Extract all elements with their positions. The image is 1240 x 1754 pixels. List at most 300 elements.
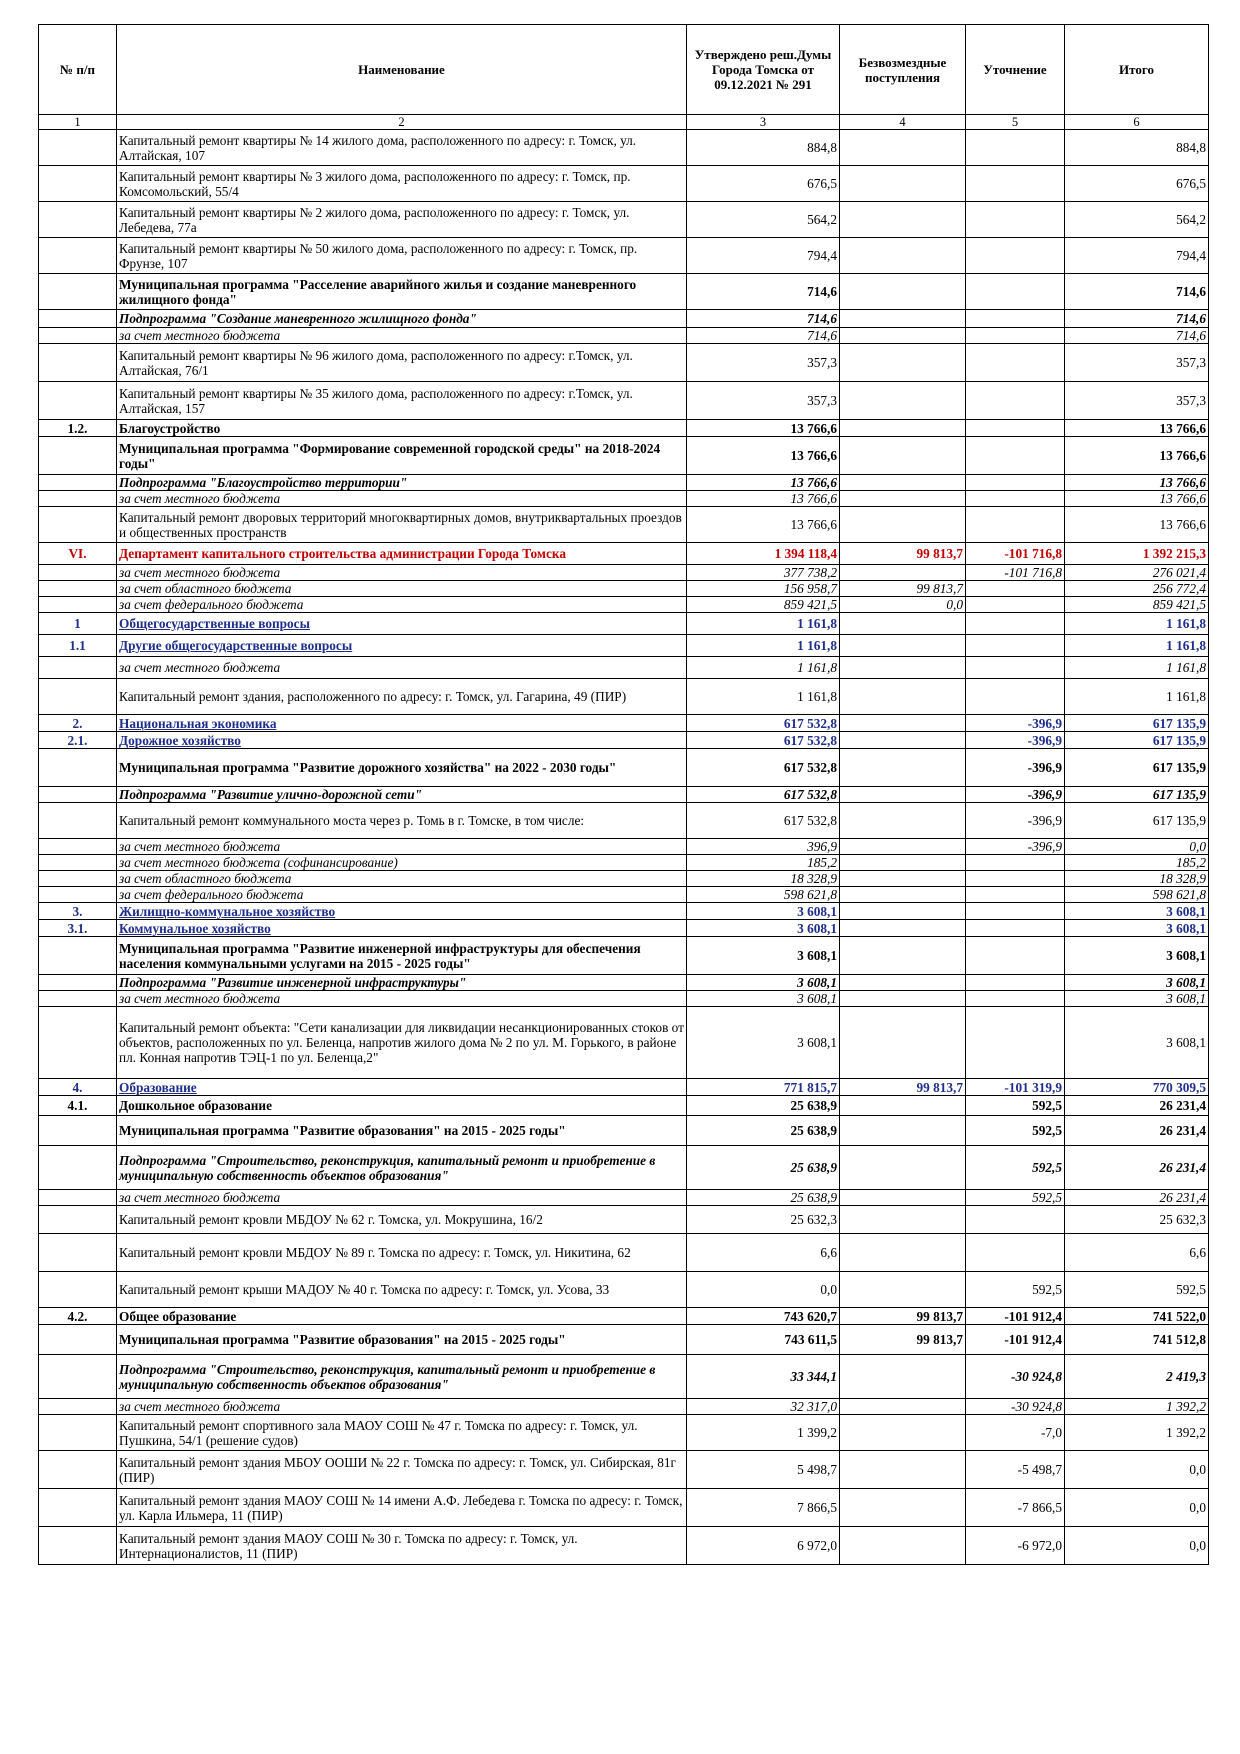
row-name-cell: Благоустройство <box>117 420 687 437</box>
row-number-cell <box>39 274 117 310</box>
row-total-cell: 25 632,3 <box>1065 1206 1209 1234</box>
row-approved-cell: 3 608,1 <box>687 975 840 991</box>
row-grants-cell <box>840 1206 966 1234</box>
row-number-cell <box>39 1325 117 1355</box>
row-grants-cell <box>840 732 966 749</box>
row-adjustment-cell <box>966 871 1065 887</box>
row-approved-cell: 357,3 <box>687 382 840 420</box>
table-row <box>39 1007 1209 1079</box>
row-number-cell <box>39 437 117 475</box>
row-total-cell: 276 021,4 <box>1065 565 1209 581</box>
row-number-cell: 1 <box>39 613 117 635</box>
row-grants-cell <box>840 657 966 679</box>
table-row <box>39 1399 1209 1415</box>
header-total: Итого <box>1065 25 1209 115</box>
row-name-cell: Капитальный ремонт здания, расположенного по адресу: г. Томск, ул. Гагарина, 49 (ПИР) <box>117 679 687 715</box>
row-number-cell <box>39 1489 117 1527</box>
table-row <box>39 1527 1209 1565</box>
row-total-cell: 1 392,2 <box>1065 1415 1209 1451</box>
row-approved-cell: 13 766,6 <box>687 420 840 437</box>
row-approved-cell: 13 766,6 <box>687 507 840 543</box>
row-name-cell: за счет федерального бюджета <box>117 597 687 613</box>
row-adjustment-cell <box>966 597 1065 613</box>
row-grants-cell <box>840 382 966 420</box>
row-total-cell: 592,5 <box>1065 1272 1209 1308</box>
table-body <box>39 130 1209 1565</box>
row-name-cell: за счет местного бюджета <box>117 1399 687 1415</box>
row-grants-cell <box>840 991 966 1007</box>
row-name-cell: Муниципальная программа "Расселение аварийного жилья и создание маневренного жилищного фонда" <box>117 274 687 310</box>
row-number-cell <box>39 1190 117 1206</box>
row-total-cell: 185,2 <box>1065 855 1209 871</box>
row-total-cell: 26 231,4 <box>1065 1116 1209 1146</box>
row-name-cell: Капитальный ремонт квартиры № 3 жилого дома, расположенного по адресу: г. Томск, пр. Комсомольский, 55/4 <box>117 166 687 202</box>
row-grants-cell <box>840 920 966 937</box>
row-adjustment-cell <box>966 344 1065 382</box>
table-row <box>39 1415 1209 1451</box>
row-adjustment-cell <box>966 166 1065 202</box>
row-number-cell: 1.1 <box>39 635 117 657</box>
row-approved-cell: 714,6 <box>687 274 840 310</box>
column-number: 4 <box>840 115 966 130</box>
row-total-cell: 617 135,9 <box>1065 715 1209 732</box>
row-name-cell: Коммунальное хозяйство <box>117 920 687 937</box>
row-approved-cell: 25 638,9 <box>687 1096 840 1116</box>
table-row <box>39 871 1209 887</box>
row-number-cell <box>39 202 117 238</box>
row-number-cell <box>39 1116 117 1146</box>
table-row <box>39 975 1209 991</box>
row-number-cell: 4.2. <box>39 1308 117 1325</box>
table-row <box>39 732 1209 749</box>
row-adjustment-cell: -101 716,8 <box>966 543 1065 565</box>
row-adjustment-cell <box>966 975 1065 991</box>
row-adjustment-cell: 592,5 <box>966 1272 1065 1308</box>
row-name-cell: Капитальный ремонт квартиры № 14 жилого дома, расположенного по адресу: г. Томск, ул. Алтайская, 107 <box>117 130 687 166</box>
row-name-cell: Капитальный ремонт коммунального моста через р. Томь в г. Томске, в том числе: <box>117 803 687 839</box>
row-grants-cell <box>840 1527 966 1565</box>
row-grants-cell <box>840 1355 966 1399</box>
header-approved: Утверждено реш.Думы Города Томска от 09.12.2021 № 291 <box>687 25 840 115</box>
row-name-cell: Капитальный ремонт квартиры № 50 жилого дома, расположенного по адресу: г. Томск, пр. Фрунзе, 107 <box>117 238 687 274</box>
row-approved-cell: 32 317,0 <box>687 1399 840 1415</box>
row-grants-cell: 99 813,7 <box>840 1308 966 1325</box>
row-name-cell: Дорожное хозяйство <box>117 732 687 749</box>
row-adjustment-cell <box>966 202 1065 238</box>
row-number-cell <box>39 787 117 803</box>
row-name-cell: Муниципальная программа "Формирование современной городской среды" на 2018-2024 годы" <box>117 437 687 475</box>
row-grants-cell <box>840 328 966 344</box>
row-name-cell: Дошкольное образование <box>117 1096 687 1116</box>
row-grants-cell: 99 813,7 <box>840 1325 966 1355</box>
row-approved-cell: 743 620,7 <box>687 1308 840 1325</box>
row-adjustment-cell <box>966 635 1065 657</box>
table-row <box>39 166 1209 202</box>
table-row <box>39 657 1209 679</box>
row-total-cell: 741 512,8 <box>1065 1325 1209 1355</box>
row-number-cell <box>39 855 117 871</box>
row-number-cell <box>39 1527 117 1565</box>
row-grants-cell <box>840 937 966 975</box>
row-approved-cell: 3 608,1 <box>687 991 840 1007</box>
row-adjustment-cell: -396,9 <box>966 732 1065 749</box>
row-name-cell: Капитальный ремонт квартиры № 2 жилого дома, расположенного по адресу: г. Томск, ул. Лебедева, 77а <box>117 202 687 238</box>
row-number-cell <box>39 1206 117 1234</box>
column-number-row <box>39 115 1209 130</box>
table-row <box>39 382 1209 420</box>
row-total-cell: 564,2 <box>1065 202 1209 238</box>
row-name-cell: за счет местного бюджета <box>117 991 687 1007</box>
row-approved-cell: 1 161,8 <box>687 679 840 715</box>
header-adjustment: Уточнение <box>966 25 1065 115</box>
row-total-cell: 13 766,6 <box>1065 507 1209 543</box>
row-total-cell: 3 608,1 <box>1065 991 1209 1007</box>
row-grants-cell <box>840 787 966 803</box>
row-grants-cell <box>840 903 966 920</box>
row-approved-cell: 18 328,9 <box>687 871 840 887</box>
row-grants-cell: 0,0 <box>840 597 966 613</box>
row-adjustment-cell: 592,5 <box>966 1096 1065 1116</box>
row-total-cell: 13 766,6 <box>1065 491 1209 507</box>
row-number-cell <box>39 565 117 581</box>
table-row <box>39 1146 1209 1190</box>
row-name-cell: Подпрограмма "Развитие инженерной инфраструктуры" <box>117 975 687 991</box>
table-row <box>39 437 1209 475</box>
row-total-cell: 617 135,9 <box>1065 787 1209 803</box>
row-total-cell: 357,3 <box>1065 382 1209 420</box>
row-grants-cell <box>840 166 966 202</box>
row-approved-cell: 3 608,1 <box>687 1007 840 1079</box>
row-total-cell: 598 621,8 <box>1065 887 1209 903</box>
row-approved-cell: 617 532,8 <box>687 732 840 749</box>
table-row <box>39 1272 1209 1308</box>
row-name-cell: Жилищно-коммунальное хозяйство <box>117 903 687 920</box>
row-grants-cell <box>840 1415 966 1451</box>
table-row <box>39 1206 1209 1234</box>
row-number-cell <box>39 238 117 274</box>
row-number-cell <box>39 975 117 991</box>
row-name-cell: Муниципальная программа "Развитие образования" на 2015 - 2025 годы" <box>117 1116 687 1146</box>
table-row <box>39 1308 1209 1325</box>
row-adjustment-cell <box>966 1007 1065 1079</box>
row-number-cell <box>39 937 117 975</box>
row-name-cell: Капитальный ремонт здания МАОУ СОШ № 30 г. Томска по адресу: г. Томск, ул. Интернационалистов, 11 (ПИР) <box>117 1527 687 1565</box>
row-grants-cell <box>840 1190 966 1206</box>
row-grants-cell <box>840 1489 966 1527</box>
row-total-cell: 714,6 <box>1065 274 1209 310</box>
row-name-cell: Капитальный ремонт кровли МБДОУ № 89 г. Томска по адресу: г. Томск, ул. Никитина, 62 <box>117 1234 687 1272</box>
row-grants-cell <box>840 1007 966 1079</box>
row-adjustment-cell <box>966 310 1065 328</box>
row-grants-cell <box>840 839 966 855</box>
table-header-row <box>39 25 1209 115</box>
row-number-cell <box>39 991 117 1007</box>
row-grants-cell <box>840 1146 966 1190</box>
row-name-cell: Подпрограмма "Развитие улично-дорожной сети" <box>117 787 687 803</box>
table-row <box>39 310 1209 328</box>
row-adjustment-cell: -396,9 <box>966 787 1065 803</box>
row-total-cell: 3 608,1 <box>1065 937 1209 975</box>
row-approved-cell: 714,6 <box>687 328 840 344</box>
row-approved-cell: 396,9 <box>687 839 840 855</box>
row-total-cell: 13 766,6 <box>1065 420 1209 437</box>
row-total-cell: 0,0 <box>1065 1527 1209 1565</box>
row-grants-cell <box>840 1096 966 1116</box>
row-adjustment-cell <box>966 238 1065 274</box>
row-name-cell: Подпрограмма "Создание маневренного жилищного фонда" <box>117 310 687 328</box>
row-total-cell: 676,5 <box>1065 166 1209 202</box>
row-grants-cell <box>840 420 966 437</box>
row-approved-cell: 33 344,1 <box>687 1355 840 1399</box>
row-total-cell: 26 231,4 <box>1065 1096 1209 1116</box>
table-row <box>39 543 1209 565</box>
row-approved-cell: 6 972,0 <box>687 1527 840 1565</box>
row-approved-cell: 185,2 <box>687 855 840 871</box>
row-total-cell: 3 608,1 <box>1065 903 1209 920</box>
row-total-cell: 714,6 <box>1065 310 1209 328</box>
row-total-cell: 859 421,5 <box>1065 597 1209 613</box>
row-adjustment-cell <box>966 475 1065 491</box>
row-approved-cell: 617 532,8 <box>687 749 840 787</box>
row-adjustment-cell: -7 866,5 <box>966 1489 1065 1527</box>
row-adjustment-cell: -30 924,8 <box>966 1399 1065 1415</box>
row-number-cell <box>39 382 117 420</box>
row-adjustment-cell: -396,9 <box>966 749 1065 787</box>
row-total-cell: 6,6 <box>1065 1234 1209 1272</box>
row-adjustment-cell <box>966 937 1065 975</box>
table-row <box>39 920 1209 937</box>
row-adjustment-cell <box>966 887 1065 903</box>
row-total-cell: 3 608,1 <box>1065 975 1209 991</box>
row-grants-cell <box>840 202 966 238</box>
row-approved-cell: 1 161,8 <box>687 657 840 679</box>
table-row <box>39 787 1209 803</box>
row-name-cell: за счет местного бюджета <box>117 657 687 679</box>
row-number-cell: 1.2. <box>39 420 117 437</box>
row-approved-cell: 357,3 <box>687 344 840 382</box>
row-total-cell: 0,0 <box>1065 1451 1209 1489</box>
row-approved-cell: 1 161,8 <box>687 613 840 635</box>
row-number-cell: VI. <box>39 543 117 565</box>
row-number-cell <box>39 310 117 328</box>
row-total-cell: 741 522,0 <box>1065 1308 1209 1325</box>
table-row <box>39 1234 1209 1272</box>
row-grants-cell <box>840 238 966 274</box>
row-approved-cell: 25 632,3 <box>687 1206 840 1234</box>
row-adjustment-cell: -101 716,8 <box>966 565 1065 581</box>
table-row <box>39 613 1209 635</box>
row-adjustment-cell <box>966 613 1065 635</box>
table-row <box>39 581 1209 597</box>
table-row <box>39 1116 1209 1146</box>
header-grants: Безвозмездные поступления <box>840 25 966 115</box>
table-row <box>39 1096 1209 1116</box>
row-total-cell: 714,6 <box>1065 328 1209 344</box>
row-number-cell <box>39 871 117 887</box>
row-adjustment-cell <box>966 920 1065 937</box>
row-name-cell: Образование <box>117 1079 687 1096</box>
row-total-cell: 770 309,5 <box>1065 1079 1209 1096</box>
table-row <box>39 1190 1209 1206</box>
row-grants-cell <box>840 1116 966 1146</box>
table-row <box>39 635 1209 657</box>
row-approved-cell: 859 421,5 <box>687 597 840 613</box>
row-grants-cell <box>840 679 966 715</box>
row-approved-cell: 0,0 <box>687 1272 840 1308</box>
row-adjustment-cell: -396,9 <box>966 839 1065 855</box>
row-number-cell: 4.1. <box>39 1096 117 1116</box>
row-number-cell <box>39 1146 117 1190</box>
row-name-cell: за счет областного бюджета <box>117 581 687 597</box>
row-name-cell: Подпрограмма "Благоустройство территории" <box>117 475 687 491</box>
row-grants-cell <box>840 855 966 871</box>
header-name: Наименование <box>117 25 687 115</box>
row-approved-cell: 1 161,8 <box>687 635 840 657</box>
table-row <box>39 1451 1209 1489</box>
row-total-cell: 617 135,9 <box>1065 803 1209 839</box>
row-grants-cell <box>840 635 966 657</box>
row-name-cell: Подпрограмма "Строительство, реконструкция, капитальный ремонт и приобретение в муниципальную собственность объектов образования" <box>117 1355 687 1399</box>
row-approved-cell: 676,5 <box>687 166 840 202</box>
row-grants-cell <box>840 613 966 635</box>
row-number-cell <box>39 1399 117 1415</box>
row-total-cell: 357,3 <box>1065 344 1209 382</box>
row-grants-cell <box>840 1272 966 1308</box>
row-approved-cell: 13 766,6 <box>687 475 840 491</box>
row-total-cell: 617 135,9 <box>1065 749 1209 787</box>
table-row <box>39 491 1209 507</box>
table-row <box>39 937 1209 975</box>
row-name-cell: Подпрограмма "Строительство, реконструкция, капитальный ремонт и приобретение в муниципальную собственность объектов образования" <box>117 1146 687 1190</box>
row-name-cell: Капитальный ремонт квартиры № 96 жилого дома, расположенного по адресу: г.Томск, ул. Алтайская, 76/1 <box>117 344 687 382</box>
row-name-cell: Общегосударственные вопросы <box>117 613 687 635</box>
table-row <box>39 597 1209 613</box>
row-name-cell: за счет местного бюджета <box>117 839 687 855</box>
row-total-cell: 2 419,3 <box>1065 1355 1209 1399</box>
row-number-cell <box>39 839 117 855</box>
table-row <box>39 274 1209 310</box>
row-adjustment-cell: -6 972,0 <box>966 1527 1065 1565</box>
row-adjustment-cell <box>966 903 1065 920</box>
table-row <box>39 679 1209 715</box>
row-number-cell <box>39 1234 117 1272</box>
row-grants-cell <box>840 491 966 507</box>
row-number-cell <box>39 597 117 613</box>
table-row <box>39 855 1209 871</box>
row-number-cell <box>39 507 117 543</box>
row-number-cell <box>39 328 117 344</box>
column-number: 5 <box>966 115 1065 130</box>
row-grants-cell <box>840 715 966 732</box>
row-approved-cell: 884,8 <box>687 130 840 166</box>
row-adjustment-cell <box>966 855 1065 871</box>
row-adjustment-cell: -30 924,8 <box>966 1355 1065 1399</box>
row-approved-cell: 5 498,7 <box>687 1451 840 1489</box>
row-grants-cell: 99 813,7 <box>840 543 966 565</box>
row-total-cell: 1 392,2 <box>1065 1399 1209 1415</box>
row-number-cell <box>39 130 117 166</box>
row-number-cell: 3.1. <box>39 920 117 937</box>
row-grants-cell <box>840 1399 966 1415</box>
row-total-cell: 1 161,8 <box>1065 657 1209 679</box>
row-number-cell <box>39 1415 117 1451</box>
row-name-cell: за счет местного бюджета <box>117 328 687 344</box>
row-name-cell: за счет местного бюджета <box>117 491 687 507</box>
column-number: 1 <box>39 115 117 130</box>
row-approved-cell: 794,4 <box>687 238 840 274</box>
table-row <box>39 715 1209 732</box>
row-number-cell <box>39 1355 117 1399</box>
row-adjustment-cell: 592,5 <box>966 1116 1065 1146</box>
row-number-cell <box>39 1007 117 1079</box>
row-name-cell: Капитальный ремонт крыши МАДОУ № 40 г. Томска по адресу: г. Томск, ул. Усова, 33 <box>117 1272 687 1308</box>
row-grants-cell <box>840 565 966 581</box>
row-approved-cell: 25 638,9 <box>687 1116 840 1146</box>
row-number-cell <box>39 803 117 839</box>
row-name-cell: Капитальный ремонт дворовых территорий многоквартирных домов, внутриквартальных проездов и общественных пространств <box>117 507 687 543</box>
row-adjustment-cell: -396,9 <box>966 715 1065 732</box>
row-name-cell: за счет областного бюджета <box>117 871 687 887</box>
row-name-cell: Другие общегосударственные вопросы <box>117 635 687 657</box>
table-row <box>39 238 1209 274</box>
row-adjustment-cell <box>966 1206 1065 1234</box>
row-grants-cell <box>840 507 966 543</box>
row-adjustment-cell <box>966 657 1065 679</box>
row-grants-cell <box>840 975 966 991</box>
row-grants-cell <box>840 803 966 839</box>
row-adjustment-cell: -101 319,9 <box>966 1079 1065 1096</box>
row-adjustment-cell: 592,5 <box>966 1190 1065 1206</box>
row-approved-cell: 7 866,5 <box>687 1489 840 1527</box>
row-adjustment-cell <box>966 274 1065 310</box>
column-number: 6 <box>1065 115 1209 130</box>
row-number-cell: 3. <box>39 903 117 920</box>
row-number-cell <box>39 749 117 787</box>
row-adjustment-cell <box>966 130 1065 166</box>
row-adjustment-cell <box>966 382 1065 420</box>
table-row <box>39 1489 1209 1527</box>
row-number-cell <box>39 657 117 679</box>
row-total-cell: 3 608,1 <box>1065 1007 1209 1079</box>
row-total-cell: 1 392 215,3 <box>1065 543 1209 565</box>
budget-document <box>38 24 1208 1565</box>
row-total-cell: 617 135,9 <box>1065 732 1209 749</box>
row-approved-cell: 743 611,5 <box>687 1325 840 1355</box>
row-grants-cell <box>840 749 966 787</box>
row-grants-cell <box>840 274 966 310</box>
row-name-cell: Капитальный ремонт кровли МБДОУ № 62 г. Томска, ул. Мокрушина, 16/2 <box>117 1206 687 1234</box>
table-row <box>39 1325 1209 1355</box>
row-adjustment-cell <box>966 507 1065 543</box>
row-adjustment-cell: -396,9 <box>966 803 1065 839</box>
row-number-cell: 2. <box>39 715 117 732</box>
row-grants-cell <box>840 1234 966 1272</box>
row-adjustment-cell <box>966 328 1065 344</box>
row-total-cell: 1 161,8 <box>1065 635 1209 657</box>
row-adjustment-cell: -101 912,4 <box>966 1308 1065 1325</box>
row-name-cell: Капитальный ремонт спортивного зала МАОУ СОШ № 47 г. Томска по адресу: г. Томск, ул. Пушкина, 54/1 (решение судов) <box>117 1415 687 1451</box>
row-approved-cell: 377 738,2 <box>687 565 840 581</box>
row-name-cell: Департамент капитального строительства администрации Города Томска <box>117 543 687 565</box>
budget-table <box>38 24 1209 1565</box>
row-approved-cell: 13 766,6 <box>687 437 840 475</box>
row-number-cell <box>39 679 117 715</box>
row-approved-cell: 156 958,7 <box>687 581 840 597</box>
row-total-cell: 26 231,4 <box>1065 1146 1209 1190</box>
row-name-cell: Капитальный ремонт здания МБОУ ООШИ № 22 г. Томска по адресу: г. Томск, ул. Сибирская, 81г (ПИР) <box>117 1451 687 1489</box>
row-number-cell: 2.1. <box>39 732 117 749</box>
row-number-cell <box>39 887 117 903</box>
